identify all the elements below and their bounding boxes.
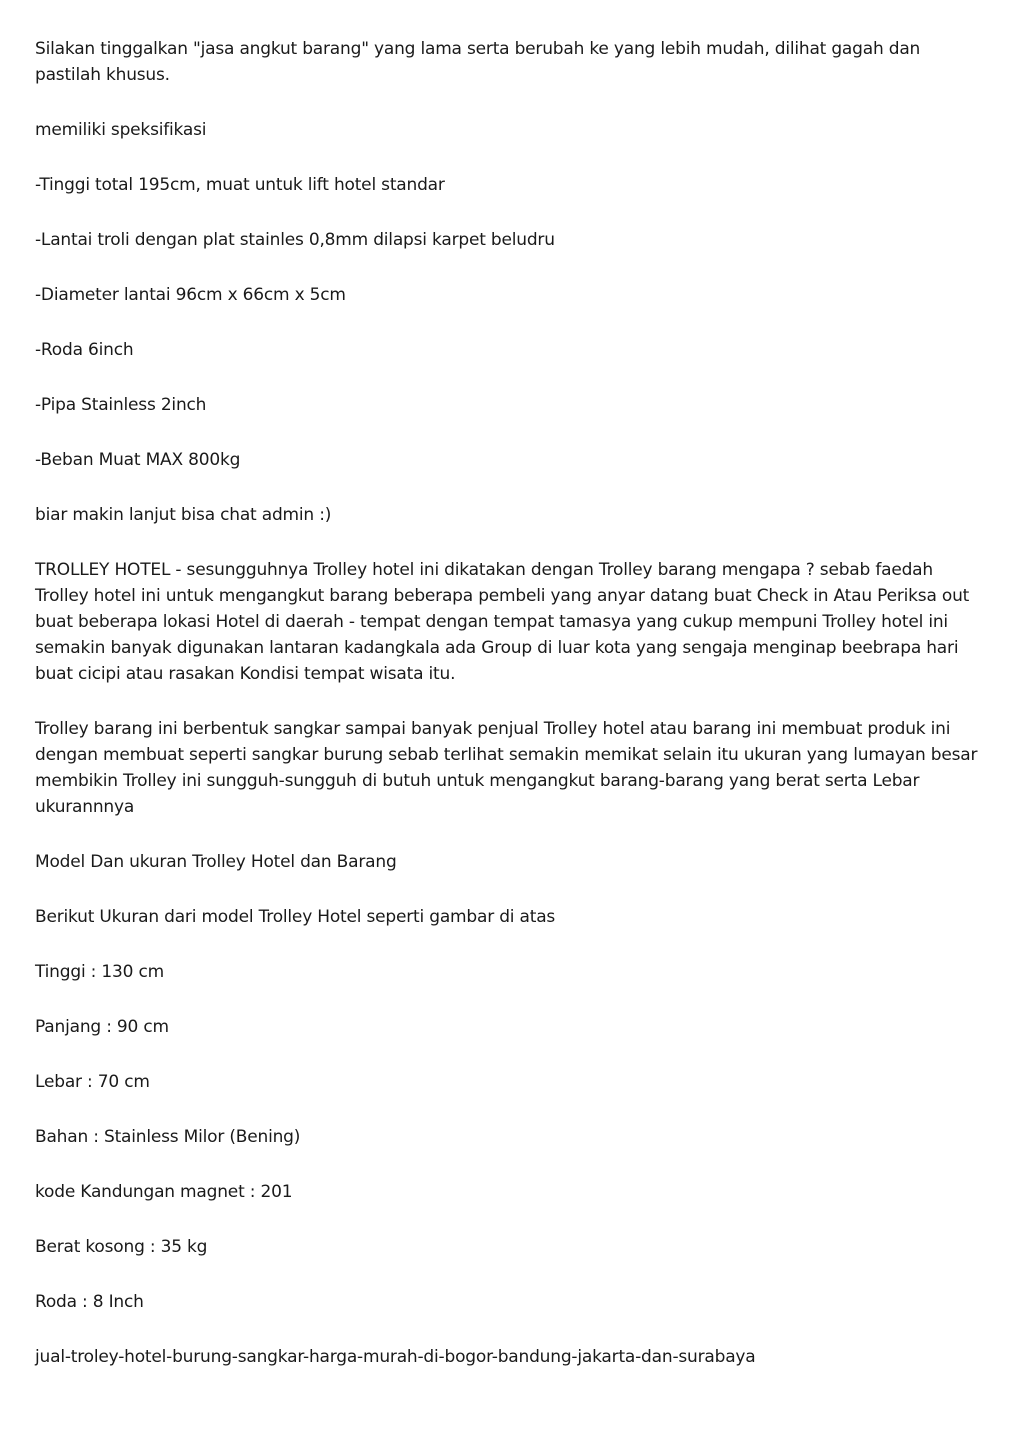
size-item-width: Lebar : 70 cm — [35, 1072, 150, 1092]
size-item-magnet-code: kode Kandungan magnet : 201 — [35, 1182, 293, 1202]
size-item-height: Tinggi : 130 cm — [35, 962, 164, 982]
spec-item-wheel: -Roda 6inch — [35, 340, 134, 360]
paragraph-slug: jual-troley-hotel-burung-sangkar-harga-murah-di-bogor-bandung-jakarta-dan-surabaya — [35, 1347, 756, 1367]
paragraph-intro: Silakan tinggalkan "jasa angkut barang" yang lama serta berubah ke yang lebih mudah, dilihat gagah dan pastilah khusus. — [35, 39, 921, 85]
size-item-empty-weight: Berat kosong : 35 kg — [35, 1237, 208, 1257]
size-item-length: Panjang : 90 cm — [35, 1017, 169, 1037]
paragraph-size-intro: Berikut Ukuran dari model Trolley Hotel seperti gambar di atas — [35, 907, 556, 927]
spec-item-load: -Beban Muat MAX 800kg — [35, 450, 241, 470]
paragraph-chat-admin: biar makin lanjut bisa chat admin :) — [35, 505, 332, 525]
paragraph-trolley-barang: Trolley barang ini berbentuk sangkar sampai banyak penjual Trolley hotel atau barang ini membuat produk ini dengan membuat seperti sangkar burung sebab terlihat semakin memikat selain itu ukuran yang lumayan besar membikin Trolley ini sungguh-sungguh di butuh untuk mengangkut barang-barang yang berat serta Lebar ukurannnya — [35, 719, 978, 817]
spec-item-pipe: -Pipa Stainless 2inch — [35, 395, 207, 415]
spec-item-diameter: -Diameter lantai 96cm x 66cm x 5cm — [35, 285, 346, 305]
spec-item-height: -Tinggi total 195cm, muat untuk lift hotel standar — [35, 175, 445, 195]
document-body — [35, 36, 990, 1399]
paragraph-trolley-hotel: TROLLEY HOTEL - sesungguhnya Trolley hotel ini dikatakan dengan Trolley barang mengapa ? sebab faedah Trolley hotel ini untuk mengangkut barang beberapa pembeli yang anyar datang buat Check in Atau Periksa out buat beberapa lokasi Hotel di daerah - tempat dengan tempat tamasya yang cukup mempuni Trolley hotel ini semakin banyak digunakan lantaran kadangkala ada Group di luar kota yang sengaja menginap beebrapa hari buat cicipi atau rasakan Kondisi tempat wisata itu. — [35, 560, 970, 684]
paragraph-model-heading: Model Dan ukuran Trolley Hotel dan Barang — [35, 852, 397, 872]
size-item-wheel: Roda : 8 Inch — [35, 1292, 144, 1312]
size-item-material: Bahan : Stainless Milor (Bening) — [35, 1127, 301, 1147]
paragraph-spec-heading: memiliki speksifikasi — [35, 120, 207, 140]
spec-item-floor: -Lantai troli dengan plat stainles 0,8mm dilapsi karpet beludru — [35, 230, 555, 250]
